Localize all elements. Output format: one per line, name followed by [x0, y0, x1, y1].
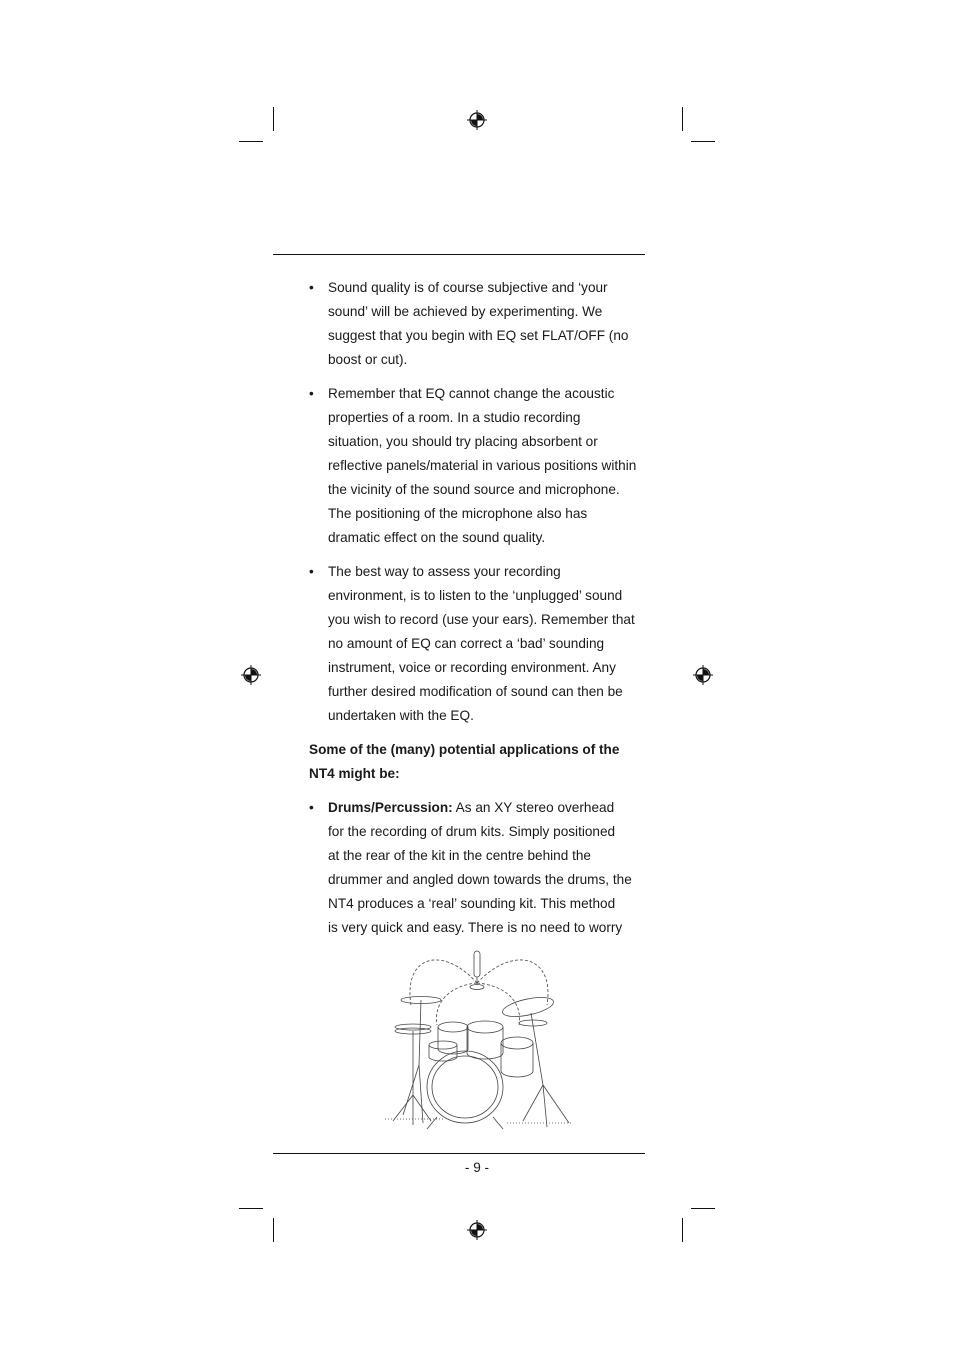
line: [328, 796, 649, 820]
bullet-icon: •: [309, 386, 314, 401]
list-item: [309, 382, 649, 550]
line: instrument, voice or recording environment. Any: [328, 660, 616, 675]
crop-mark-br-v: [682, 1218, 683, 1242]
footer-rule: [273, 1153, 645, 1154]
line: for the recording of drum kits. Simply positioned: [328, 824, 616, 839]
header-rule: [273, 254, 645, 255]
page-number: - 9 -: [464, 1160, 490, 1175]
registration-mark-icon: [467, 1220, 487, 1240]
crop-mark-bl-v: [273, 1218, 274, 1242]
line: properties of a room. In a studio recording: [328, 410, 581, 425]
line: is very quick and easy. There is no need to worry: [328, 920, 623, 935]
drums-label: Drums/Percussion:: [328, 800, 453, 815]
crop-mark-tl-v: [273, 107, 274, 131]
line: situation, you should try placing absorbent or: [328, 434, 598, 449]
list-item: [309, 560, 649, 728]
crop-mark-tr-h: [691, 141, 715, 142]
line: Remember that EQ cannot change the acoustic: [328, 386, 615, 401]
line: no amount of EQ can correct a ‘bad’ sounding: [328, 636, 605, 651]
line: at the rear of the kit in the centre behind the: [328, 848, 591, 863]
section-heading: [309, 738, 649, 786]
line: Some of the (many) potential applications of the: [309, 742, 620, 757]
line: undertaken with the EQ.: [328, 708, 474, 723]
drum-kit-illustration: [383, 945, 577, 1135]
page-content: [309, 276, 649, 940]
line: further desired modification of sound can then be: [328, 684, 623, 699]
bullet-icon: •: [309, 564, 314, 579]
line: The best way to assess your recording: [328, 564, 561, 579]
crop-mark-tl-h: [239, 141, 263, 142]
line: drummer and angled down towards the drums, the: [328, 872, 632, 887]
registration-mark-icon: [467, 110, 487, 130]
drums-first-line: As an XY stereo overhead: [452, 800, 615, 815]
line: The positioning of the microphone also has: [328, 506, 588, 521]
list-item: [309, 276, 649, 372]
registration-mark-icon: [693, 665, 713, 685]
line: NT4 produces a ‘real’ sounding kit. This method: [328, 896, 616, 911]
crop-mark-bl-h: [239, 1208, 263, 1209]
line: boost or cut).: [328, 352, 408, 367]
line: sound’ will be achieved by experimenting. We: [328, 304, 603, 319]
line: you wish to record (use your ears). Remember that: [328, 612, 635, 627]
crop-mark-tr-v: [682, 107, 683, 131]
line: NT4 might be:: [309, 766, 400, 781]
line: Sound quality is of course subjective and ‘your: [328, 280, 608, 295]
crop-mark-br-h: [691, 1208, 715, 1209]
bullet-icon: •: [309, 800, 314, 815]
line: reflective panels/material in various positions within: [328, 458, 637, 473]
registration-mark-icon: [241, 665, 261, 685]
line: the vicinity of the sound source and microphone.: [328, 482, 620, 497]
bullet-icon: •: [309, 280, 314, 295]
line: environment, is to listen to the ‘unplugged’ sound: [328, 588, 623, 603]
line: dramatic effect on the sound quality.: [328, 530, 546, 545]
line: suggest that you begin with EQ set FLAT/OFF (no: [328, 328, 629, 343]
list-item: [309, 796, 649, 940]
